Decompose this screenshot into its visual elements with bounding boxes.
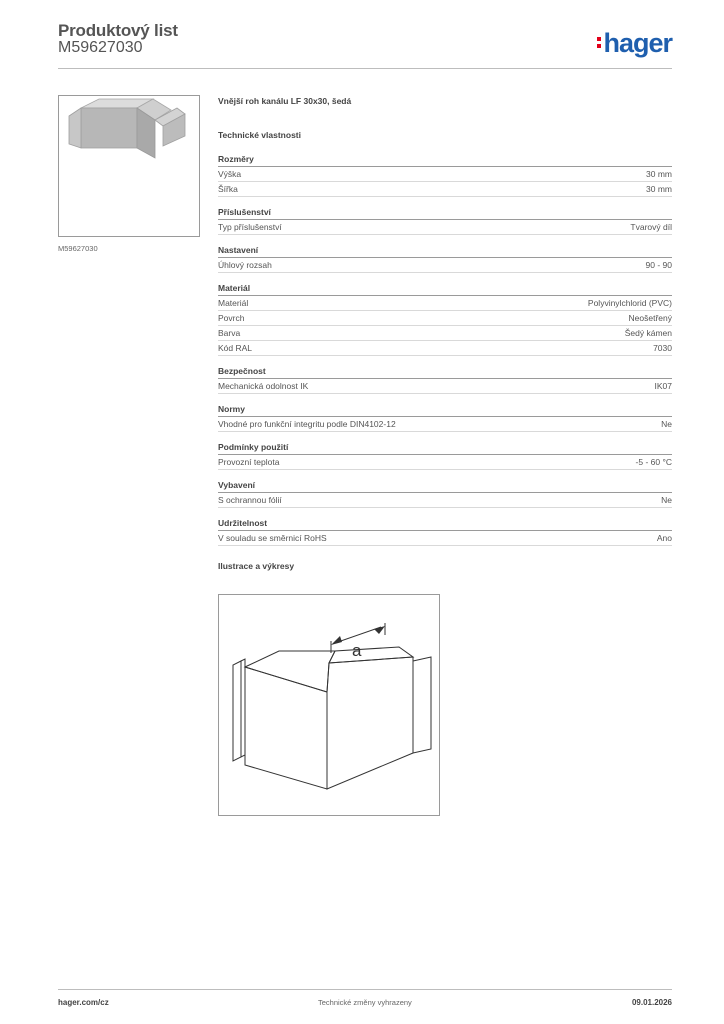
spec-row xyxy=(218,220,672,235)
technical-drawing xyxy=(218,594,440,816)
technical-properties-title: Technické vlastnosti xyxy=(218,130,301,140)
spec-group-title: Normy xyxy=(218,404,672,417)
dimension-label: a xyxy=(352,641,362,660)
spec-group-title: Udržitelnost xyxy=(218,518,672,531)
spec-group-title: Vybavení xyxy=(218,480,672,493)
corner-product-image xyxy=(59,96,199,236)
spec-row xyxy=(218,417,672,432)
product-title: Vnější roh kanálu LF 30x30, šedá xyxy=(218,96,352,106)
spec-value: Ano xyxy=(656,533,672,543)
spec-group-title: Bezpečnost xyxy=(218,366,672,379)
spec-group xyxy=(218,366,672,394)
spec-value: 90 - 90 xyxy=(645,260,672,270)
spec-group xyxy=(218,283,672,356)
footer-disclaimer: Technické změny vyhrazeny xyxy=(318,998,412,1007)
spec-group xyxy=(218,518,672,546)
spec-value: -5 - 60 °C xyxy=(635,457,672,467)
spec-row xyxy=(218,182,672,197)
spec-value: Polyvinylchlorid (PVC) xyxy=(587,298,672,308)
spec-value: Neošetřený xyxy=(628,313,672,323)
spec-label: Vhodné pro funkční integritu podle DIN4102-12 xyxy=(218,419,396,429)
spec-label: Šířka xyxy=(218,184,238,194)
spec-label: Úhlový rozsah xyxy=(218,260,272,270)
spec-label: Povrch xyxy=(218,313,245,323)
spec-row xyxy=(218,531,672,546)
spec-group xyxy=(218,442,672,470)
spec-groups xyxy=(218,154,672,546)
spec-row xyxy=(218,258,672,273)
specification-panel xyxy=(218,96,672,571)
hager-logo xyxy=(597,30,672,57)
spec-label: Mechanická odolnost IK xyxy=(218,381,309,391)
footer-website: hager.com/cz xyxy=(58,998,109,1007)
spec-row xyxy=(218,311,672,326)
footer-rule xyxy=(58,989,672,990)
spec-row xyxy=(218,341,672,356)
spec-value: Šedý kámen xyxy=(624,328,672,338)
spec-group xyxy=(218,245,672,273)
spec-group-title: Podmínky použití xyxy=(218,442,672,455)
logo-text: hager xyxy=(603,28,672,58)
spec-value: 30 mm xyxy=(646,184,672,194)
spec-group xyxy=(218,154,672,197)
thumbnail-caption: M59627030 xyxy=(58,244,98,253)
spec-label: Výška xyxy=(218,169,242,179)
spec-value: 30 mm xyxy=(646,169,672,179)
spec-label: S ochrannou fólií xyxy=(218,495,282,505)
spec-row xyxy=(218,326,672,341)
spec-group xyxy=(218,404,672,432)
spec-label: V souladu se směrnicí RoHS xyxy=(218,533,327,543)
spec-row xyxy=(218,379,672,394)
spec-value: Ne xyxy=(661,495,672,505)
spec-group-title: Rozměry xyxy=(218,154,672,167)
spec-group-title: Materiál xyxy=(218,283,672,296)
footer-date: 09.01.2026 xyxy=(631,998,672,1007)
spec-label: Barva xyxy=(218,328,241,338)
logo-dots-icon xyxy=(597,34,601,51)
product-code: M59627030 xyxy=(58,39,143,56)
spec-label: Kód RAL xyxy=(218,343,253,353)
corner-line-drawing xyxy=(219,595,439,815)
illustrations-title: Ilustrace a výkresy xyxy=(218,561,295,571)
spec-value: Tvarový díl xyxy=(630,222,672,232)
spec-group-title: Příslušenství xyxy=(218,207,672,220)
spec-row xyxy=(218,493,672,508)
spec-group-title: Nastavení xyxy=(218,245,672,258)
spec-value: 7030 xyxy=(653,343,672,353)
spec-group xyxy=(218,480,672,508)
header-rule xyxy=(58,68,672,69)
spec-label: Provozní teplota xyxy=(218,457,280,467)
spec-group xyxy=(218,207,672,235)
spec-value: Ne xyxy=(661,419,672,429)
spec-label: Typ příslušenství xyxy=(218,222,282,232)
product-thumbnail xyxy=(58,95,200,237)
spec-row xyxy=(218,455,672,470)
spec-row xyxy=(218,167,672,182)
spec-value: IK07 xyxy=(654,381,672,391)
spec-row xyxy=(218,296,672,311)
page-title: Produktový list xyxy=(58,21,178,40)
spec-label: Materiál xyxy=(218,298,249,308)
